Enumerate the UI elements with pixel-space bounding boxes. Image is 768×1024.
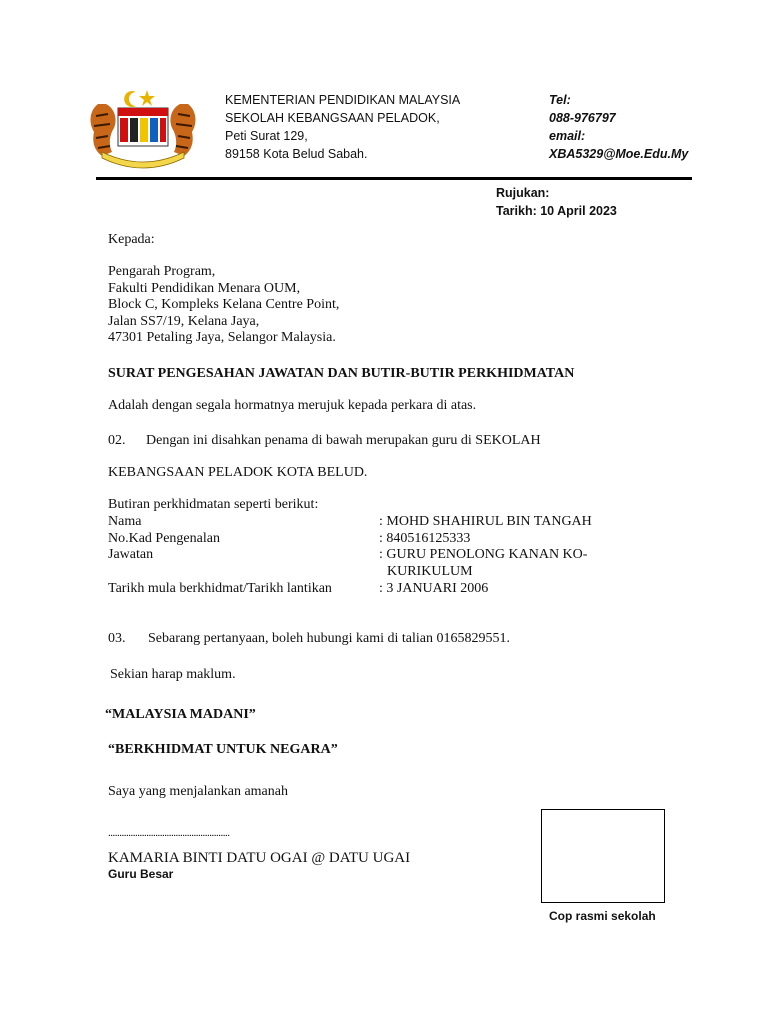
para3-number: 03. xyxy=(108,631,126,646)
header-po-box: Peti Surat 129, xyxy=(225,129,308,143)
closing-line: Sekian harap maklum. xyxy=(110,667,236,682)
slogan-malaysia-madani: “MALAYSIA MADANI” xyxy=(105,707,256,722)
header-divider xyxy=(96,177,692,180)
coat-of-arms-icon xyxy=(84,86,202,170)
detail-value: : 840516125333 xyxy=(379,531,471,546)
slogan-berkhidmat: “BERKHIDMAT UNTUK NEGARA” xyxy=(108,742,338,757)
detail-label: Nama xyxy=(108,514,142,529)
detail-label: Jawatan xyxy=(108,547,154,562)
contact-block xyxy=(549,91,688,163)
trust-line: Saya yang menjalankan amanah xyxy=(108,784,288,799)
tel-number: 088-976797 xyxy=(549,111,616,125)
official-stamp-box xyxy=(541,809,665,903)
detail-value-continued: KURIKULUM xyxy=(387,564,473,579)
signatory-name: KAMARIA BINTI DATU OGAI @ DATU UGAI xyxy=(108,850,411,866)
address-line: Block C, Kompleks Kelana Centre Point, xyxy=(108,297,340,313)
para2-number: 02. xyxy=(108,433,126,448)
detail-label: No.Kad Pengenalan xyxy=(108,531,220,546)
rujukan-label: Rujukan: xyxy=(496,186,550,200)
detail-value: : 3 JANUARI 2006 xyxy=(379,581,489,596)
opening-paragraph: Adalah dengan segala hormatnya merujuk kepada perkara di atas. xyxy=(108,398,477,413)
email-address: XBA5329@Moe.Edu.My xyxy=(549,147,689,161)
para2-line2: KEBANGSAAN PELADOK KOTA BELUD. xyxy=(108,465,368,480)
address-line: Pengarah Program, xyxy=(108,264,216,279)
address-line: Fakulti Pendidikan Menara OUM, xyxy=(108,280,301,296)
signature-line: ...................................................... xyxy=(108,827,230,839)
detail-label: Tarikh mula berkhidmat/Tarikh lantikan xyxy=(108,581,332,596)
para3-text: Sebarang pertanyaan, boleh hubungi kami di talian 0165829551. xyxy=(148,631,510,646)
recipient-address xyxy=(108,264,339,347)
address-line: Jalan SS7/19, Kelana Jaya, xyxy=(108,313,260,329)
header-city: 89158 Kota Belud Sabah. xyxy=(225,147,368,161)
details-intro: Butiran perkhidmatan seperti berikut: xyxy=(108,497,319,512)
letter-subject: SURAT PENGESAHAN JAWATAN DAN BUTIR-BUTIR PERKHIDMATAN xyxy=(108,366,575,381)
detail-value: : GURU PENOLONG KANAN KO- xyxy=(379,547,588,562)
address-line: 47301 Petaling Jaya, Selangor Malaysia. xyxy=(108,330,336,346)
detail-value: : MOHD SHAHIRUL BIN TANGAH xyxy=(379,514,592,529)
school-header xyxy=(225,91,460,163)
letter-date: Tarikh: 10 April 2023 xyxy=(496,204,617,218)
header-school-name: SEKOLAH KEBANGSAAN PELADOK, xyxy=(225,111,440,125)
para2-line1: Dengan ini disahkan penama di bawah merupakan guru di SEKOLAH xyxy=(146,433,541,448)
header-ministry: KEMENTERIAN PENDIDIKAN MALAYSIA xyxy=(225,93,461,107)
reference-block xyxy=(496,184,617,220)
email-label: email: xyxy=(549,129,586,143)
signatory-title: Guru Besar xyxy=(108,867,174,881)
tel-label: Tel: xyxy=(549,93,571,107)
salutation: Kepada: xyxy=(108,232,155,247)
stamp-caption: Cop rasmi sekolah xyxy=(549,909,656,923)
